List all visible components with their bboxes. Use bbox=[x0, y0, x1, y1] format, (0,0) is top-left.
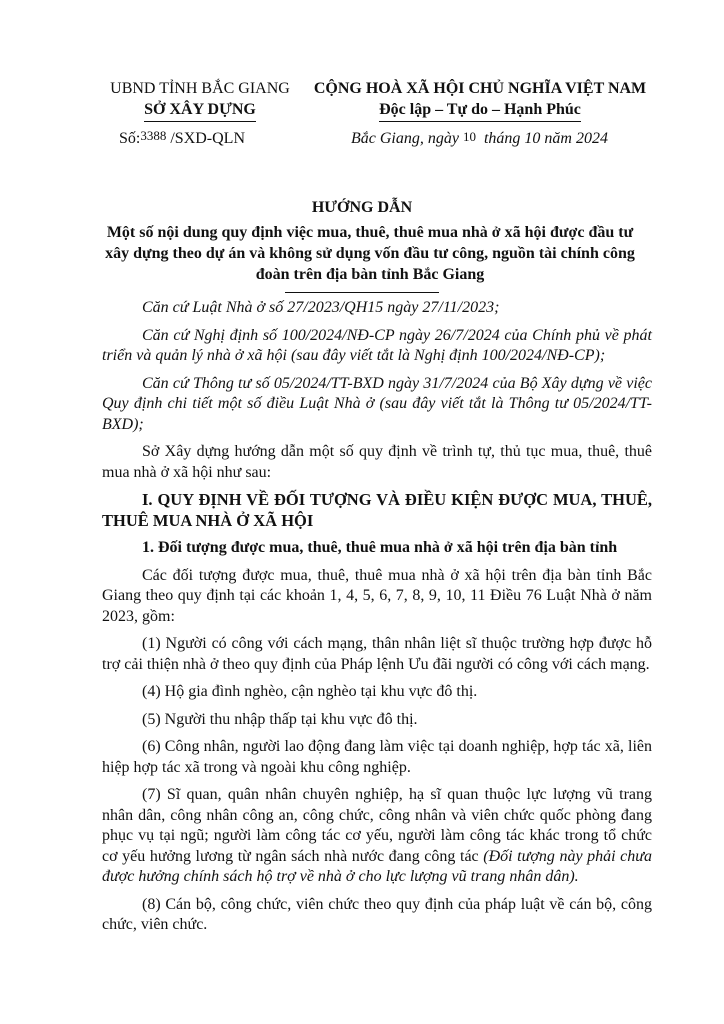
legal-basis-2: Căn cứ Nghị định số 100/2024/NĐ-CP ngày 26/7/2024 của Chính phủ về phát triển và quản lý nhà ở xã hội (sau đây viết tắt là Nghị định 100/2024/NĐ-CP); bbox=[102, 326, 652, 364]
document-number-prefix: Số: bbox=[119, 130, 141, 147]
list-item-8: (8) Cán bộ, công chức, viên chức theo quy định của pháp luật về cán bộ, công chức, viên chức. bbox=[102, 895, 652, 933]
subsection-heading-1: 1. Đối tượng được mua, thuê, thuê mua nhà ở xã hội trên địa bàn tỉnh bbox=[142, 539, 618, 556]
document-number-suffix: /SXD-QLN bbox=[170, 130, 246, 147]
place-date-prefix: Bắc Giang, ngày bbox=[351, 130, 459, 147]
list-item-7-main: (7) Sĩ quan, quân nhân chuyên nghiệp, hạ sĩ quan thuộc lực lượng vũ trang nhân dân, công nhân công an, công chức, công nhân và viên chức quốc phòng đang phục vụ tại ngũ; người làm công tác cơ yếu, người làm công tác khác trong tổ chức cơ yếu hưởng lương từ ngân sách nhà nước đang công tác bbox=[102, 786, 652, 865]
subjects-intro: Các đối tượng được mua, thuê, thuê mua nhà ở xã hội trên địa bàn tỉnh Bắc Giang theo quy định tại các khoản 1, 4, 5, 6, 7, 8, 9, 10, 11 Điều 76 Luật Nhà ở năm 2023, gồm: bbox=[102, 566, 652, 625]
document-type: HƯỚNG DẪN bbox=[311, 199, 413, 216]
issuing-authority-block bbox=[110, 78, 290, 122]
list-item-5: (5) Người thu nhập thấp tại khu vực đô thị. bbox=[142, 710, 418, 728]
place-and-date bbox=[351, 130, 608, 148]
place-date-suffix: tháng 10 năm 2024 bbox=[483, 130, 608, 147]
document-subject: Một số nội dung quy định việc mua, thuê, thuê mua nhà ở xã hội được đầu tư xây dựng theo dự án và không sử dụng vốn đầu tư công, nguồn tài chính công đoàn trên địa bàn tỉnh Bắc Giang bbox=[105, 224, 635, 283]
intro-paragraph: Sở Xây dựng hướng dẫn một số quy định về trình tự, thủ tục mua, thuê, thuê mua nhà ở xã hội như sau: bbox=[102, 443, 652, 481]
legal-basis-1: Căn cứ Luật Nhà ở số 27/2023/QH15 ngày 27/11/2023; bbox=[142, 299, 500, 316]
national-motto: Độc lập – Tự do – Hạnh Phúc bbox=[379, 99, 581, 122]
section-heading-1: I. QUY ĐỊNH VỀ ĐỐI TƯỢNG VÀ ĐIỀU KIỆN ĐƯỢC MUA, THUÊ, THUÊ MUA NHÀ Ở XÃ HỘI bbox=[102, 490, 652, 530]
authority-name: UBND TỈNH BẮC GIANG bbox=[110, 80, 290, 97]
legal-basis-3: Căn cứ Thông tư số 05/2024/TT-BXD ngày 31/7/2024 của Bộ Xây dựng về việc Quy định chi tiết một số điều Luật Nhà ở (sau đây viết tắt là Thông tư 05/2024/TT-BXD); bbox=[102, 374, 652, 433]
place-date-day: 10 bbox=[462, 129, 476, 144]
list-item-6: (6) Công nhân, người lao động đang làm việc tại doanh nghiệp, hợp tác xã, liên hiệp hợp tác xã trong và ngoài khu công nghiệp. bbox=[102, 738, 652, 776]
list-item-1: (1) Người có công với cách mạng, thân nhân liệt sĩ thuộc trường hợp được hỗ trợ cải thiện nhà ở theo quy định của Pháp lệnh Ưu đãi người có công với cách mạng. bbox=[102, 635, 652, 673]
document-number-value: 3388 bbox=[140, 128, 167, 143]
document-body bbox=[102, 298, 652, 943]
country-name: CỘNG HOÀ XÃ HỘI CHỦ NGHĨA VIỆT NAM bbox=[313, 80, 647, 97]
list-item-7 bbox=[102, 785, 652, 888]
national-heading-block bbox=[305, 78, 655, 122]
list-item-7-note: (Đối tượng này phải chưa được hưởng chính sách hộ trợ về nhà ở cho lực lượng vũ trang nhân dân). bbox=[102, 847, 653, 885]
list-item-4: (4) Hộ gia đình nghèo, cận nghèo tại khu vực đô thị. bbox=[142, 683, 478, 700]
document-number bbox=[119, 130, 245, 148]
title-divider bbox=[285, 292, 439, 293]
department-name: SỞ XÂY DỰNG bbox=[144, 99, 256, 122]
